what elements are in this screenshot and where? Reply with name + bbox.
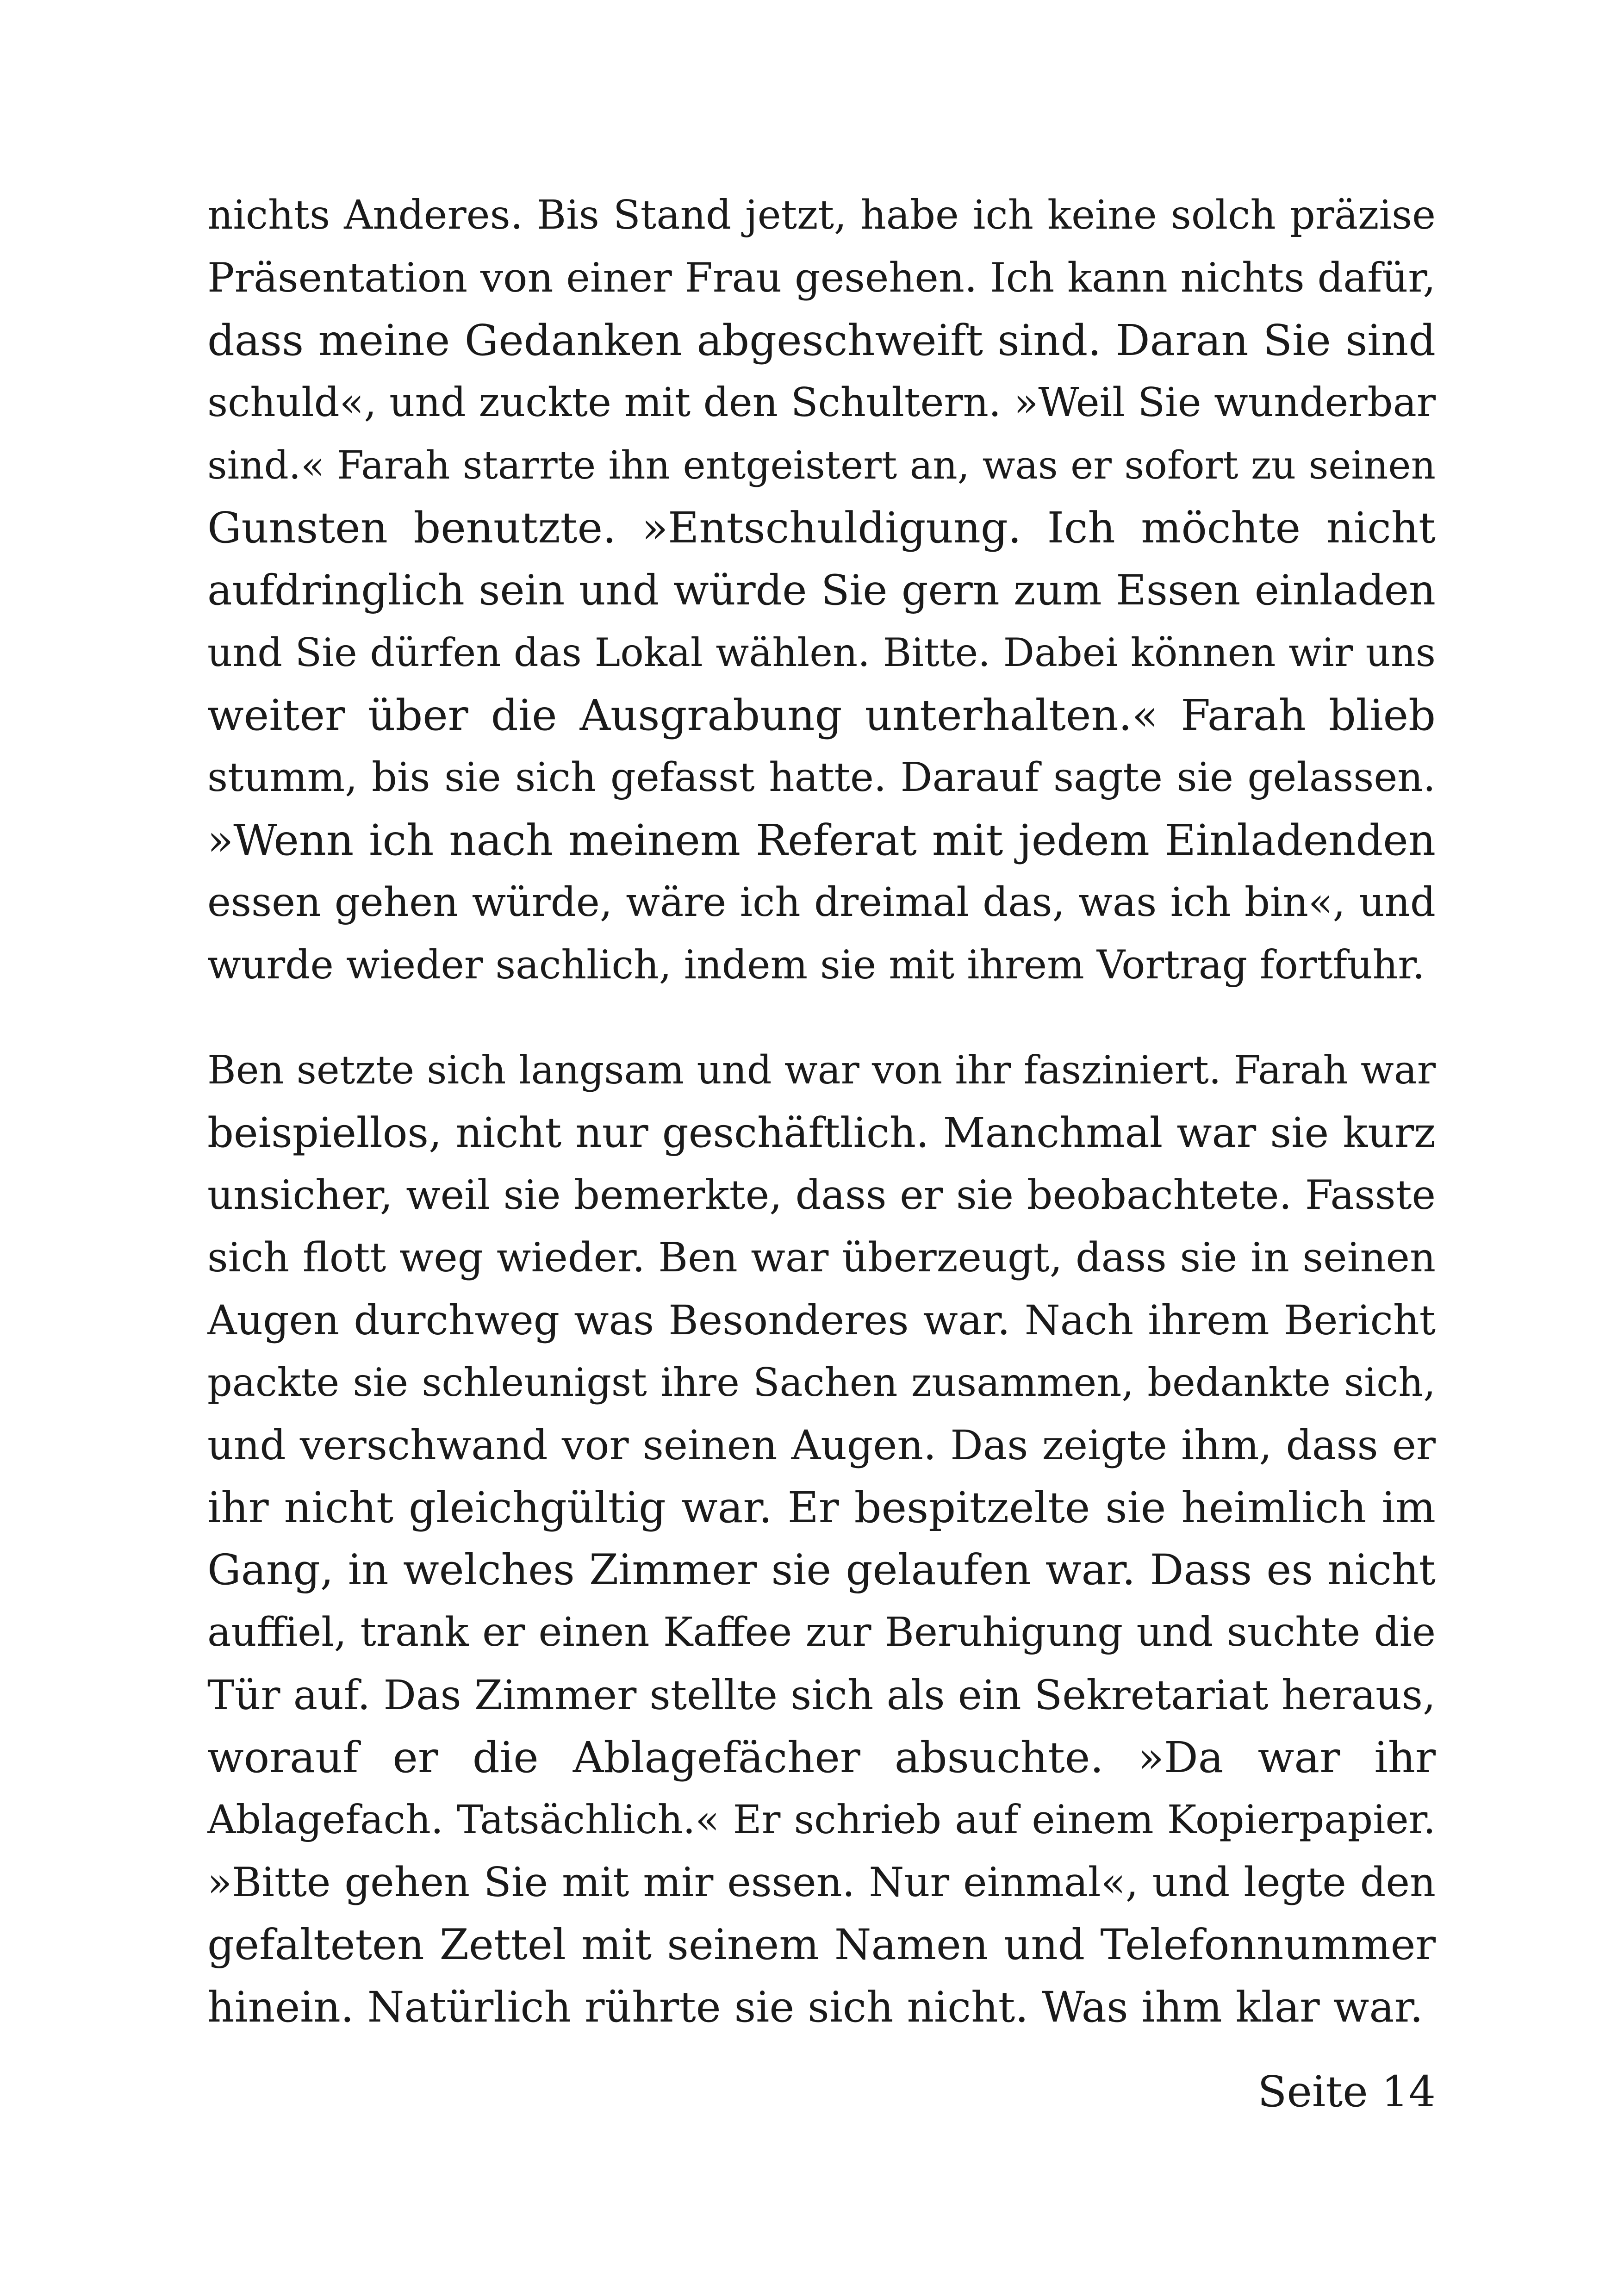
- text-line: unsicher, weil sie bemerkte, dass er sie beobachtete. Fasste: [207, 1171, 1436, 1219]
- paragraph-1: [207, 184, 1436, 996]
- text-line: Gang, in welches Zimmer sie gelaufen war. Dass es nicht: [207, 1546, 1436, 1594]
- text-line: wurde wieder sachlich, indem sie mit ihrem Vortrag fortfuhr.: [207, 942, 1425, 988]
- text-line: »Wenn ich nach meinem Referat mit jedem Einladenden: [207, 815, 1436, 865]
- text-line: Gunsten benutzte. »Entschuldigung. Ich möchte nicht: [207, 503, 1436, 553]
- text-line: weiter über die Ausgrabung unterhalten.« Farah blieb: [207, 691, 1436, 740]
- text-line: Präsentation von einer Frau gesehen. Ich kann nichts dafür,: [207, 254, 1436, 301]
- text-line: ihr nicht gleichgültig war. Er bespitzelte sie heimlich im: [207, 1483, 1436, 1532]
- text-line: worauf er die Ablagefächer absuchte. »Da war ihr: [207, 1733, 1436, 1782]
- text-line: hinein. Natürlich rührte sie sich nicht. Was ihm klar war.: [207, 1983, 1424, 2032]
- text-line: essen gehen würde, wäre ich dreimal das, was ich bin«, und: [207, 879, 1436, 926]
- text-line: schuld«, und zuckte mit den Schultern. »Weil Sie wunderbar: [207, 380, 1436, 426]
- text-line: beispiellos, nicht nur geschäftlich. Manchmal war sie kurz: [207, 1108, 1436, 1157]
- page-number: Seite 14: [1257, 2067, 1436, 2116]
- text-line: sind.« Farah starrte ihn entgeistert an, was er sofort zu seinen: [207, 443, 1436, 488]
- text-line: und Sie dürfen das Lokal wählen. Bitte. Dabei können wir uns: [207, 630, 1436, 675]
- text-line: Ben setzte sich langsam und war von ihr fasziniert. Farah war: [207, 1047, 1436, 1093]
- paragraph-2: [207, 1039, 1436, 2039]
- text-line: »Bitte gehen Sie mit mir essen. Nur einmal«, und legte den: [207, 1859, 1436, 1906]
- text-line: sich flott weg wieder. Ben war überzeugt, dass sie in seinen: [207, 1234, 1436, 1281]
- text-line: Ablagefach. Tatsächlich.« Er schrieb auf einem Kopierpapier.: [207, 1797, 1436, 1843]
- text-line: aufdringlich sein und würde Sie gern zum Essen einladen: [207, 566, 1436, 615]
- text-line: stumm, bis sie sich gefasst hatte. Darauf sagte sie gelassen.: [207, 754, 1436, 801]
- text-line: nichts Anderes. Bis Stand jetzt, habe ich keine solch präzise: [207, 192, 1436, 238]
- text-line: Augen durchweg was Besonderes war. Nach ihrem Bericht: [207, 1296, 1436, 1344]
- text-line: auffiel, trank er einen Kaffee zur Beruhigung und suchte die: [207, 1609, 1436, 1655]
- text-line: gefalteten Zettel mit seinem Namen und Telefonnummer: [207, 1921, 1436, 1969]
- text-line: Tür auf. Das Zimmer stellte sich als ein Sekretariat heraus,: [207, 1671, 1436, 1719]
- text-line: und verschwand vor seinen Augen. Das zeigte ihm, dass er: [207, 1421, 1436, 1469]
- text-line: dass meine Gedanken abgeschweift sind. Daran Sie sind: [207, 316, 1436, 365]
- text-line: packte sie schleunigst ihre Sachen zusammen, bedankte sich,: [207, 1360, 1436, 1405]
